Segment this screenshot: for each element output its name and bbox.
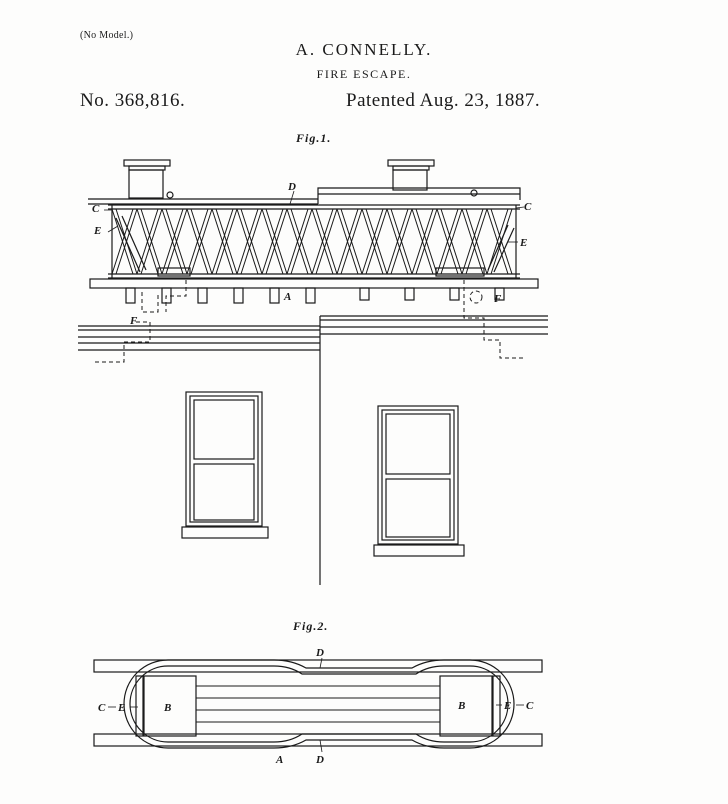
truss-lattice (112, 209, 512, 274)
fig2-label-e-right: E (504, 700, 512, 712)
window-right (374, 406, 464, 556)
fig1-label-f-right: F (494, 293, 502, 305)
fig2-plan (94, 660, 542, 748)
fig1-label-c-left: C (92, 203, 100, 215)
fig2-label-b-left: B (164, 702, 172, 714)
fig1-label-a: A (284, 291, 292, 303)
fig1-elevation (78, 160, 548, 585)
fig2-label-c-left: C (98, 702, 106, 714)
fig1-label-e-left: E (94, 225, 102, 237)
fig2-caption: Fig.2. (293, 619, 329, 633)
no-model-note: (No Model.) (80, 30, 134, 41)
fig2-label-a: A (276, 754, 284, 766)
fig2-label-e-left: E (118, 702, 126, 714)
fig1-label-c-right: C (524, 201, 532, 213)
fig1-label-f-left: F (130, 315, 138, 327)
inventor-name: A. CONNELLY. (295, 40, 433, 59)
patent-title: FIRE ESCAPE. (316, 67, 412, 81)
patent-date: Patented Aug. 23, 1887. (346, 90, 541, 111)
fig1-caption: Fig.1. (296, 131, 332, 145)
fig2-label-d-top: D (316, 647, 324, 659)
chimney-right (388, 160, 434, 190)
building-moulding (78, 316, 548, 585)
fig1-label-e-right: E (520, 237, 528, 249)
chimney-left (124, 160, 170, 198)
window-left (182, 392, 268, 538)
patent-number: No. 368,816. (80, 90, 186, 111)
fig2-label-b-right: B (458, 700, 466, 712)
fig2-label-c-right: C (526, 700, 534, 712)
fig1-label-d: D (288, 181, 296, 193)
fig2-label-d-bottom: D (316, 754, 324, 766)
